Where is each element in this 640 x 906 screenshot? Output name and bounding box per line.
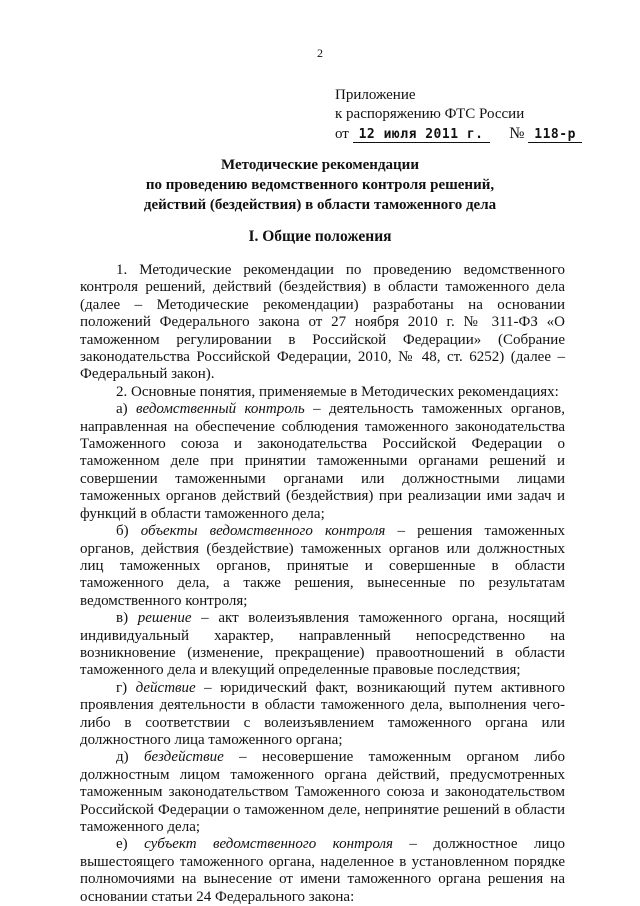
section-heading: I. Общие положения: [248, 228, 392, 245]
definition-b-text: – решения таможенных органов, действия (бездействие) таможенных органов или должностных лиц таможенных органов, принятые и совершенные в области таможенного дела, а также решения, вынесенные по результатам ведомственного контроля;: [80, 523, 565, 609]
definition-e: [80, 836, 565, 906]
definition-e-text: – должностное лицо вышестоящего таможенного органа, наделенное в установленном порядке полномочиями на вынесение от имени таможенного органа решения на основании статьи 24 Федерального закона:: [80, 836, 565, 905]
definition-d-text: – несовершение таможенным органом либо должностным лицом таможенного органа действий, предусмотренных таможенным законодательством Таможенного союза и законодательством Российской Федерации о таможенном деле, непринятие решений в области таможенного дела;: [80, 749, 565, 835]
title-line-1: Методические рекомендации: [221, 157, 419, 173]
order-date: 12 июля 2011 г.: [353, 127, 490, 143]
title-line-2: по проведению ведомственного контроля решений,: [145, 177, 495, 193]
document-title: [0, 155, 640, 215]
definition-d-prefix: д): [116, 749, 144, 766]
definition-v-text: – акт волеизъявления таможенного органа, носящий индивидуальный характер, направленный непосредственно на возникновение (изменение, прекращение) правоотношений в области таможенного дела и влекущий определенные правовые последствия;: [80, 610, 566, 679]
paragraph-2: 2. Основные понятия, применяемые в Методических рекомендациях:: [116, 383, 559, 400]
definition-g: [80, 680, 565, 750]
definition-v: [80, 610, 565, 680]
appendix-date-line: [335, 124, 582, 144]
page-number: 2: [317, 46, 323, 60]
definition-a-term: ведомственный контроль: [136, 401, 305, 418]
paragraph-1: 1. Методические рекомендации по проведению ведомственного контроля решений, действий (бездействия) в области таможенного дела (далее – Методические рекомендации) разработаны на основании положений Федерального закона от 27 ноября 2010 г. № 311-ФЗ «О таможенном регулировании в Российской Федерации» (Собрание законодательства Российской Федерации, 2010, № 48, ст. 6252) (далее – Федеральный закон).: [80, 262, 565, 383]
definition-a-text: – деятельность таможенных органов, направленная на обеспечение соблюдения таможенного законодательства Таможенного союза и законодательства Российской Федерации о таможенном деле при принятии таможенными органами решений и совершении таможенными органами или должностными лицами таможенных органов действий (бездействия) при реализации ими задач и функций в области таможенного дела;: [80, 401, 565, 522]
appendix-block: [335, 86, 582, 144]
date-prefix: от: [335, 126, 349, 142]
appendix-order-ref: к распоряжению ФТС России: [335, 106, 525, 122]
definition-b-prefix: б): [116, 523, 141, 540]
document-body: [80, 262, 565, 906]
definition-v-prefix: в): [116, 610, 138, 627]
number-sign: №: [509, 125, 525, 142]
definition-e-prefix: е): [116, 836, 145, 853]
definition-v-term: решение: [137, 610, 192, 627]
order-number: 118-р: [528, 127, 582, 143]
definition-a: [80, 401, 565, 523]
definition-d: [80, 749, 565, 836]
appendix-label: Приложение: [335, 87, 416, 103]
definition-b-term: объекты ведомственного контроля: [140, 523, 386, 540]
definition-g-prefix: г): [116, 679, 136, 696]
definition-a-prefix: а): [116, 401, 137, 418]
definition-g-text: – юридический факт, возникающий путем активного проявления деятельности в области таможенного дела, выполнения чего-либо в соответствии с волеизъявлением таможенного органа или должностного лица таможенного органа;: [80, 679, 565, 748]
definition-d-term: бездействие: [144, 749, 224, 766]
definition-b: [80, 523, 565, 610]
title-line-3: действий (бездействия) в области таможенного дела: [143, 197, 497, 213]
definition-e-term: субъект ведомственного контроля: [144, 836, 393, 853]
definition-g-term: действие: [135, 679, 196, 696]
